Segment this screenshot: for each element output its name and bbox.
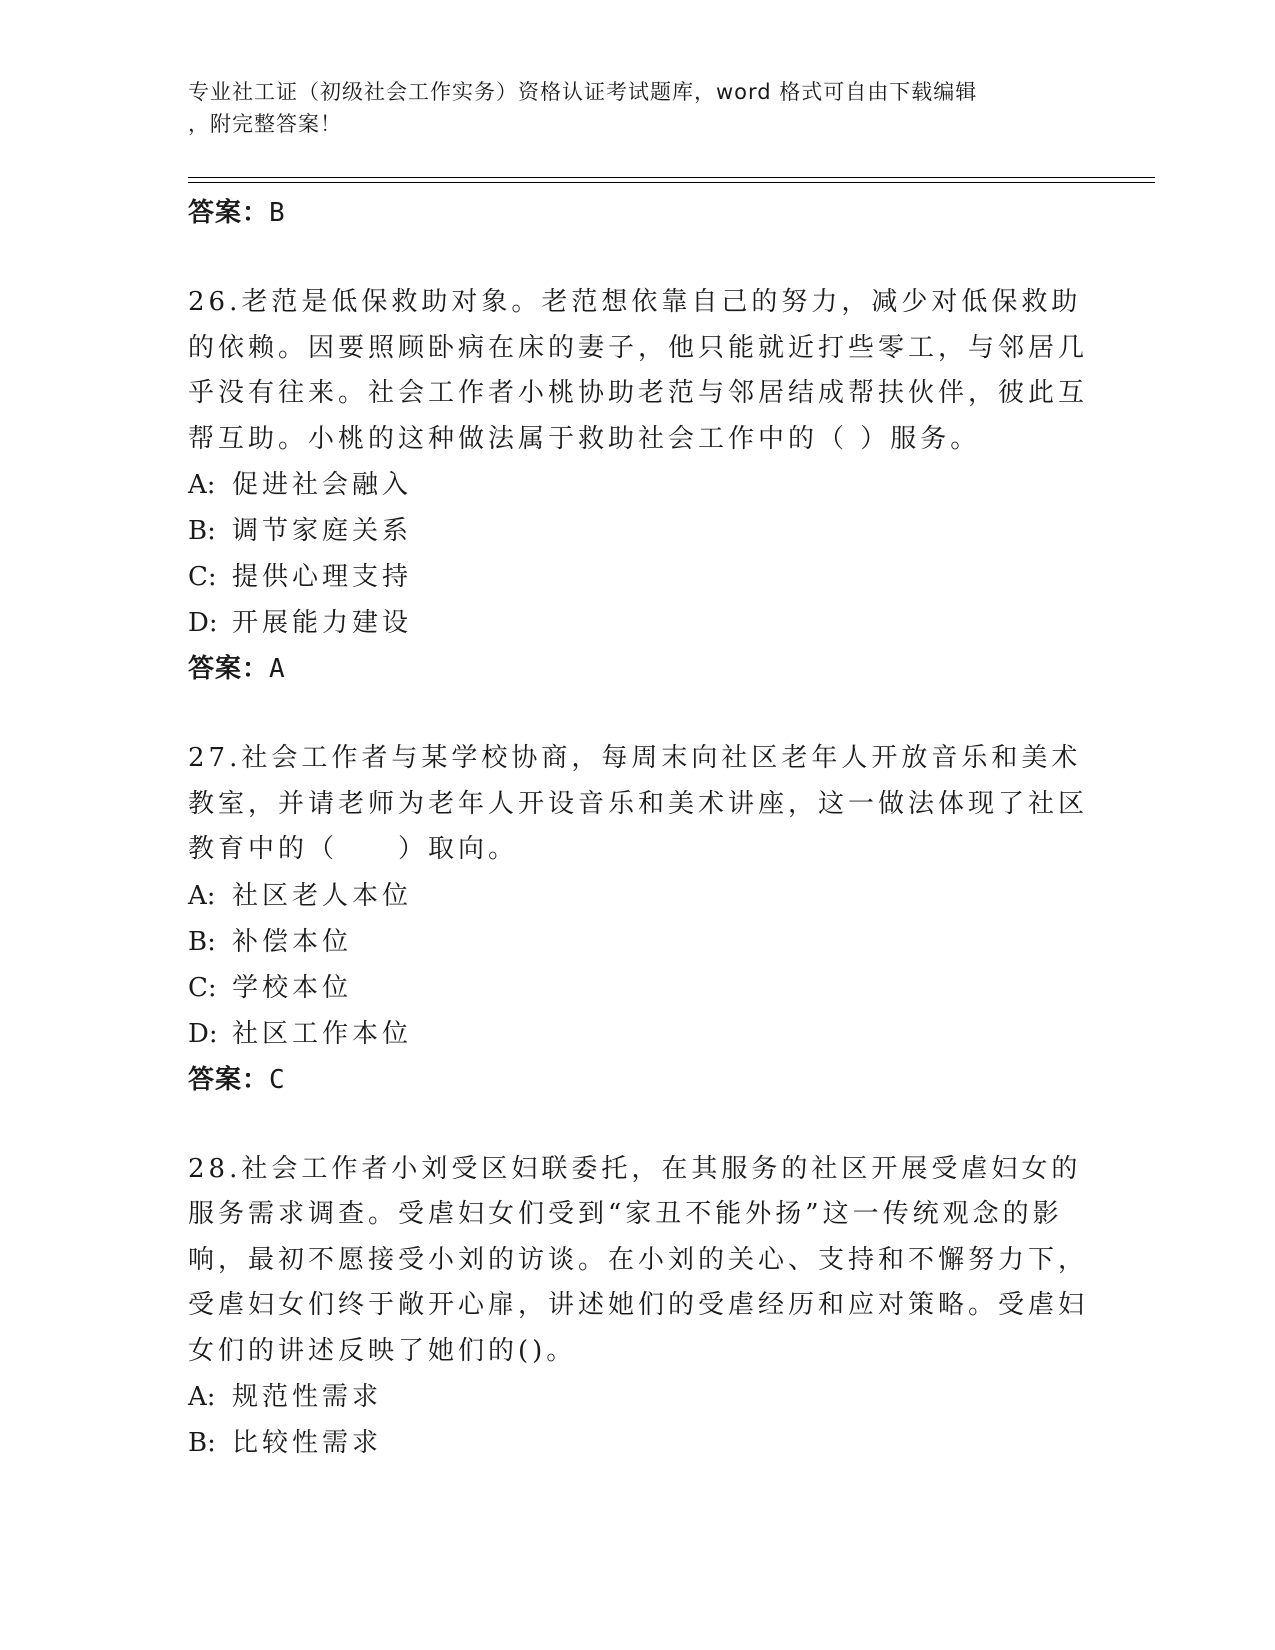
option-letter: D: <box>188 1018 218 1049</box>
option-letter: D: <box>188 608 218 638</box>
answer-line <box>188 190 1088 236</box>
question-text: 28.社会工作者小刘受区妇联委托，在其服务的社区开展受虐妇女的服务需求调查。受虐妇女们受到“家丑不能外扬”这一传统观念的影响，最初不愿接受小刘的访谈。在小刘的关心、支持和不懈努力下，受虐妇女们终于敞开心扉，讲述她们的受虐经历和应对策略。受虐妇女们的讲述反映了她们的()。 <box>188 1153 1089 1366</box>
question-26 <box>188 280 1088 692</box>
option-d <box>188 1011 1088 1057</box>
question-text: 26.老范是低保救助对象。老范想依靠自己的努力，减少对低保救助的依赖。因要照顾卧病在床的妻子，他只能就近打些零工，与邻居几乎没有往来。社会工作者小桃协助老范与邻居结成帮扶伙伴，彼此互帮互助。小桃的这种做法属于救助社会工作中的（ ）服务。 <box>188 287 1089 454</box>
option-letter: A: <box>188 1382 216 1412</box>
option-letter: A: <box>188 470 216 500</box>
answer-prefix: 答案： <box>188 198 270 228</box>
option-letter: B: <box>188 1428 216 1458</box>
option-text: 学校本位 <box>232 972 353 1003</box>
option-letter: B: <box>188 926 216 957</box>
option-text: 促进社会融入 <box>232 470 413 500</box>
option-letter: A: <box>188 880 216 911</box>
option-letter: C: <box>188 972 217 1003</box>
option-text: 社区工作本位 <box>232 1018 413 1049</box>
option-c <box>188 965 1088 1011</box>
option-text: 规范性需求 <box>232 1382 383 1412</box>
option-c <box>188 554 1088 600</box>
option-letter: C: <box>188 562 217 592</box>
answer-line <box>188 1057 1088 1103</box>
document-body <box>188 190 1088 1466</box>
option-b <box>188 1420 1088 1466</box>
option-b <box>188 508 1088 554</box>
header-rule-top <box>188 177 1155 178</box>
answer-line <box>188 646 1088 692</box>
option-d <box>188 600 1088 646</box>
document-header <box>188 76 1088 140</box>
option-text: 提供心理支持 <box>232 562 413 592</box>
option-b <box>188 919 1088 965</box>
question-28 <box>188 1147 1088 1467</box>
answer-value: B <box>269 198 286 228</box>
option-a <box>188 1374 1088 1420</box>
option-text: 社区老人本位 <box>232 880 413 911</box>
option-text: 开展能力建设 <box>232 608 413 638</box>
question-27 <box>188 736 1088 1103</box>
option-a <box>188 462 1088 508</box>
option-a <box>188 873 1088 919</box>
header-line-1: 专业社工证（初级社会工作实务）资格认证考试题库，word 格式可自由下载编辑 <box>188 80 978 104</box>
question-text: 27.社会工作者与某学校协商，每周末向社区老年人开放音乐和美术教室，并请老师为老年人开设音乐和美术讲座，这一做法体现了社区教育中的（ ）取向。 <box>188 743 1089 864</box>
answer-prefix: 答案： <box>188 654 270 684</box>
header-rule-bottom <box>188 182 1155 183</box>
answer-value: C <box>269 1064 286 1095</box>
option-text: 补偿本位 <box>232 926 353 957</box>
option-text: 比较性需求 <box>232 1428 383 1458</box>
option-letter: B: <box>188 516 216 546</box>
header-line-2: ，附完整答案！ <box>188 112 342 136</box>
answer-prefix: 答案： <box>188 1064 270 1095</box>
answer-value: A <box>269 654 286 684</box>
option-text: 调节家庭关系 <box>232 516 413 546</box>
